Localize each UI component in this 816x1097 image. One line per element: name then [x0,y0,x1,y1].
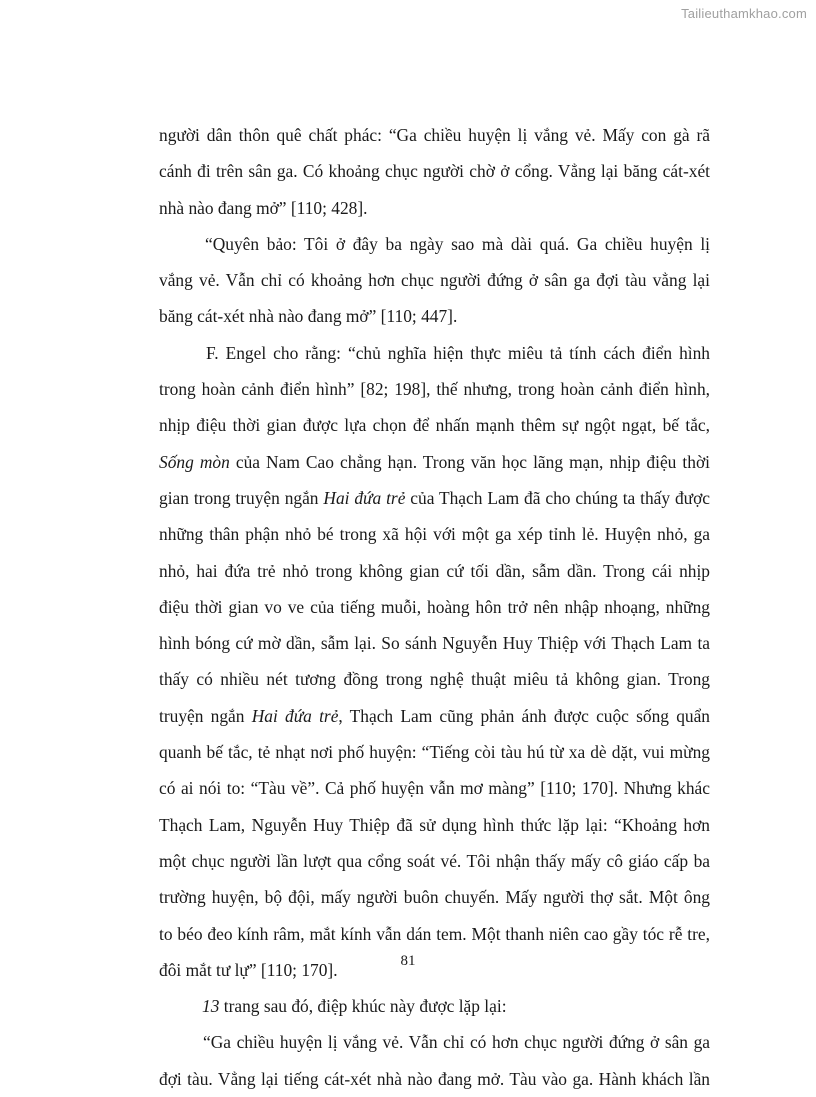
text-line: quanh bế tắc, tẻ nhạt nơi phố huyện: “Tiếng còi tàu hú từ xa dè dặt, vui mừng [159,742,710,763]
text-line: đợi tàu. Vẳng lại tiếng cát-xét nhà nào đang mở. Tàu vào ga. Hành khách lần [159,1068,710,1089]
text-line: gian trong truyện ngắn Hai đứa trẻ của Thạch Lam đã cho chúng ta thấy được [159,487,710,508]
text-line: Thạch Lam, Nguyễn Huy Thiệp đã sử dụng hình thức lặp lại: “Khoảng hơn [159,814,710,835]
text-line: những thân phận nhỏ bé trong xã hội với một ga xép tỉnh lẻ. Huyện nhỏ, ga [159,524,710,545]
text-line: người dân thôn quê chất phác: “Ga chiều huyện lị vắng vẻ. Mấy con gà rã [159,125,710,145]
text-line: “Quyên bảo: Tôi ở đây ba ngày sao mà dài quá. Ga chiều huyện lị [205,233,710,254]
text-line: “Ga chiều huyện lị vắng vẻ. Vẫn chỉ có hơn chục người đứng ở sân ga [203,1032,710,1053]
text-line: băng cát-xét nhà nào đang mở” [110; 447]. [159,306,458,327]
text-line: nhịp điệu thời gian được lựa chọn để nhấn mạnh thêm sự ngột ngạt, bế tắc, [159,415,710,436]
text-line: thấy có nhiều nét tương đồng trong nghệ thuật miêu tả không gian. Trong [159,669,710,690]
page-number: 81 [400,953,416,969]
text-line: có ai nói to: “Tàu về”. Cả phố huyện vẫn mơ màng” [110; 170]. Nhưng khác [159,778,710,799]
text-line: 13 trang sau đó, điệp khúc này được lặp lại: [202,996,507,1017]
document-body [159,117,710,1097]
text-line: trường huyện, bộ đội, mấy người buôn chuyến. Mấy người thợ sắt. Một ông [159,887,710,908]
watermark: Tailieuthamkhao.com [681,6,807,21]
text-line: điệu thời gian vo ve của tiếng muỗi, hoàng hôn trở nên nhập nhoạng, những [159,596,710,617]
text-line: trong hoàn cảnh điển hình” [82; 198], thế nhưng, trong hoàn cảnh điển hình, [159,379,710,400]
text-line: nhà nào đang mở” [110; 428]. [159,197,368,218]
text-line: đôi mắt tư lự” [110; 170]. [159,959,338,980]
text-line: vắng vẻ. Vẫn chỉ có khoảng hơn chục người đứng ở sân ga đợi tàu vẳng lại [159,270,710,291]
text-line: truyện ngắn Hai đứa trẻ, Thạch Lam cũng phản ánh được cuộc sống quẩn [159,705,710,726]
text-line: một chục người lần lượt qua cổng soát vé. Tôi nhận thấy mấy cô giáo cấp ba [159,850,710,871]
text-line: F. Engel cho rằng: “chủ nghĩa hiện thực miêu tả tính cách điển hình [206,342,710,363]
text-line: hình bóng cứ mờ dần, sẫm lại. So sánh Nguyễn Huy Thiệp với Thạch Lam ta [159,633,710,654]
text-line: Sống mòn của Nam Cao chẳng hạn. Trong văn học lãng mạn, nhịp điệu thời [159,451,710,472]
text-line: nhỏ, hai đứa trẻ nhỏ trong không gian cứ tối dần, sẫm dần. Trong cái nhịp [159,560,710,581]
text-line: to béo đeo kính râm, mắt kính vẫn dán tem. Một thanh niên cao gầy tóc rễ tre, [159,923,710,944]
text-line: cánh đi trên sân ga. Có khoảng chục người chờ ở cổng. Vẳng lại băng cát-xét [159,161,710,182]
